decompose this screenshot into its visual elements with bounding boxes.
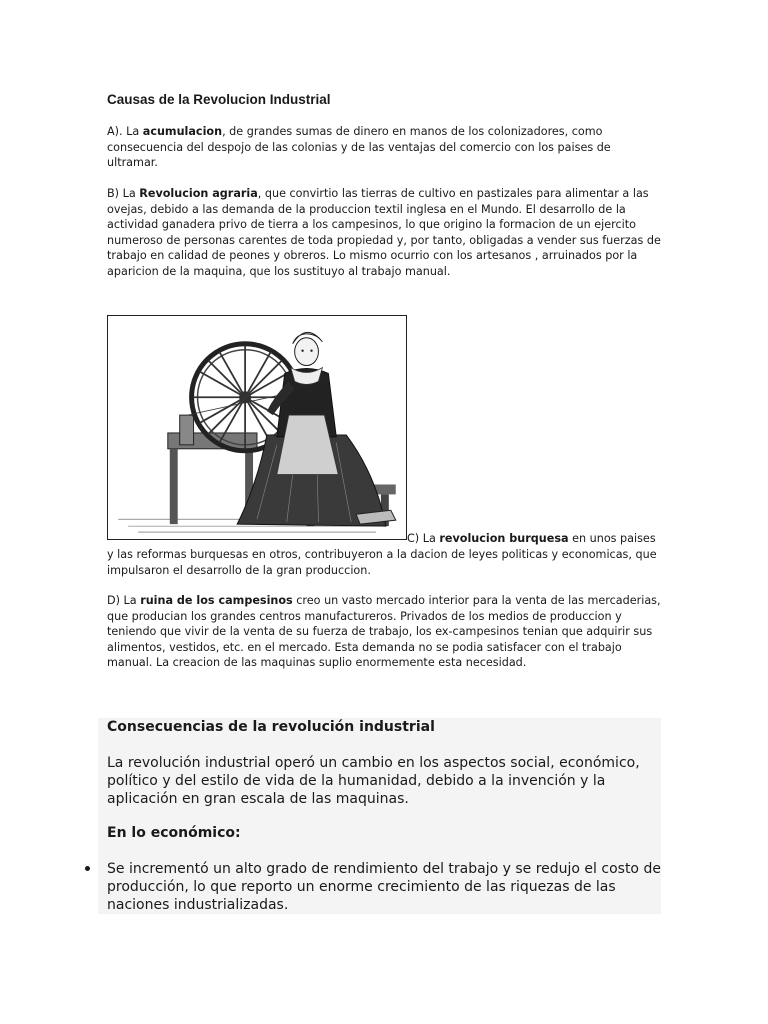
paragraph-a-prefix: A). La [107,125,143,138]
consequences-text: La revolución industrial operó un cambio en los aspectos social, económico, político y del estilo de vida de la humanidad, debido a la invención y la aplicación en gran escala de las maquinas. [107,755,640,807]
paragraph-d [107,593,663,671]
spinning-wheel-engraving [108,316,406,539]
paragraph-c-first-line-tail: en unos paises [568,532,656,545]
page-title: Causas de la Revolucion Industrial [107,92,331,107]
paragraph-d-prefix: D) La [107,594,141,607]
paragraph-a [107,124,663,171]
economic-bullet-item: Se incrementó un alto grado de rendimiento del trabajo y se redujo el costo de producción, lo que reporto un enorme crecimiento de las riquezas de las naciones industrializadas. [107,861,661,913]
paragraph-d-keyword: ruina de los campesinos [140,594,293,607]
economic-subheading: En lo económico: [107,825,241,841]
paragraph-c-keyword: revolucion burquesa [439,532,569,545]
paragraph-c-text: y las reformas burquesas en otros, contribuyeron a la dacion de leyes politicas y economicas, que impulsaron el desarrollo de la gran produccion. [107,548,657,577]
bullet-icon [85,866,90,871]
spinning-wheel-illustration [107,315,407,540]
paragraph-b-prefix: B) La [107,187,140,200]
paragraph-b-text: , que convirtio las tierras de cultivo en pastizales para alimentar a las ovejas, debido a las demanda de la produccion textil inglesa en el Mundo. El desarrollo de la actividad ganadera privo de tierra a los campesinos, lo que origino la formacion de un ejercito numeroso de personas carentes de toda propiedad y, por tanto, obligadas a vender sus fuerzas de trabajo en calidad de peones y obreros. Lo mismo ocurrio con los artesanos , arruinados por la aparicion de la maquina, que los sustituyo al trabajo manual. [107,187,661,278]
paragraph-c-prefix: C) La [407,532,440,545]
paragraph-b-keyword: Revolucion agraria [139,187,258,200]
paragraph-d-text: creo un vasto mercado interior para la venta de las mercaderias, que producian los grandes centros manufactureros. Privados de los medios de produccion y teniendo que vivir de la venta de su fuerza de trabajo, los ex-campesinos tenian que adquirir sus alimentos, vestidos, etc. en el mercado. Esta demanda no se podia satisfacer con el trabajo manual. La creacion de las maquinas suplio enormemente esta necesidad. [107,594,661,670]
paragraph-c-first-line [407,531,656,547]
paragraph-a-keyword: acumulacion [142,125,223,138]
paragraph-a-text: , de grandes sumas de dinero en manos de los colonizadores, como consecuencia del despojo de las colonias y de las ventajas del comercio con los paises de ultramar. [107,125,611,170]
consequences-heading: Consecuencias de la revolución industrial [107,719,435,735]
paragraph-b [107,186,663,280]
